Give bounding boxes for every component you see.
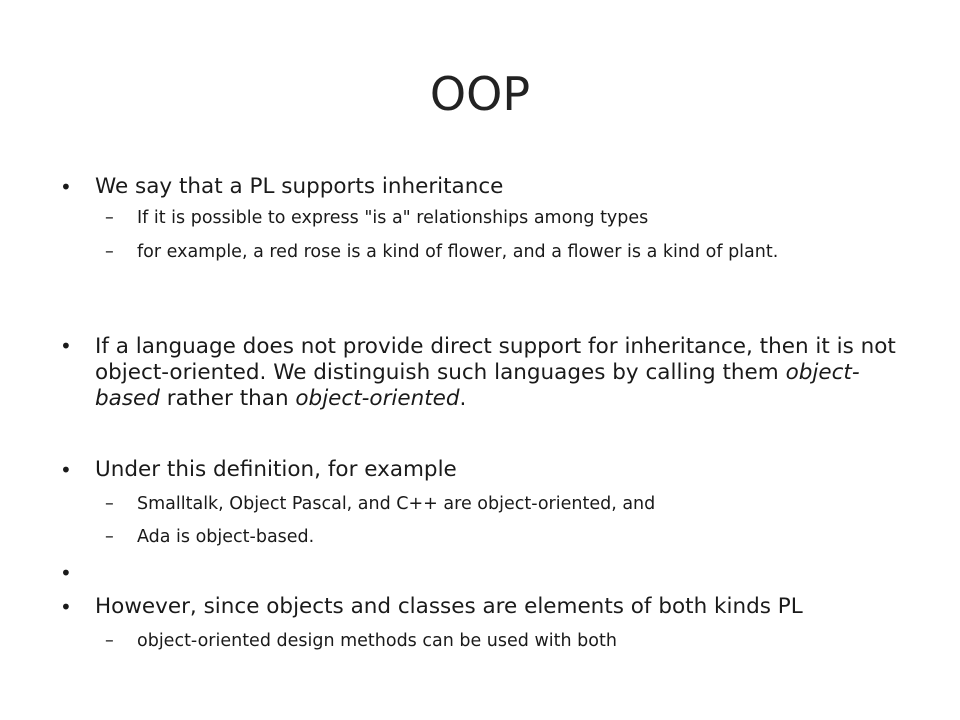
- bullet-3-sub-1: Smalltalk, Object Pascal, and C++ are object-oriented, and: [137, 494, 656, 514]
- bullet-2-text: [95, 334, 915, 412]
- bullet-3-sub-2: Ada is object-based.: [137, 527, 315, 547]
- bullet-2-term-object-based: object-based: [95, 360, 860, 411]
- bullet-3-text: Under this definition, for example: [95, 457, 457, 482]
- dash-icon: –: [105, 242, 114, 262]
- bullet-icon: •: [60, 175, 72, 199]
- bullet-2-text-e: .: [459, 386, 467, 411]
- dash-icon: –: [105, 631, 114, 651]
- bullet-1-sub-1: If it is possible to express "is a" relationships among types: [137, 208, 649, 228]
- bullet-icon: •: [60, 458, 72, 482]
- bullet-1-text: We say that a PL supports inheritance: [95, 174, 504, 199]
- slide-title: OOP: [429, 67, 531, 121]
- dash-icon: –: [105, 494, 114, 514]
- bullet-1-sub-2: for example, a red rose is a kind of flower, and a flower is a kind of plant.: [137, 242, 779, 262]
- bullet-2-term-object-oriented: object-oriented: [295, 386, 460, 411]
- bullet-icon: •: [60, 595, 72, 619]
- dash-icon: –: [105, 527, 114, 547]
- bullet-2-text-a: If a language does not provide direct support for inheritance, then it is not object-oriented. We distinguish such languages by calling them: [95, 334, 896, 385]
- bullet-2-text-c: rather than: [159, 386, 296, 411]
- bullet-5-text: However, since objects and classes are elements of both kinds PL: [95, 594, 803, 619]
- bullet-icon: •: [60, 334, 72, 358]
- dash-icon: –: [105, 208, 114, 228]
- bullet-5-sub-1: object-oriented design methods can be used with both: [137, 631, 617, 651]
- bullet-icon: •: [60, 561, 72, 585]
